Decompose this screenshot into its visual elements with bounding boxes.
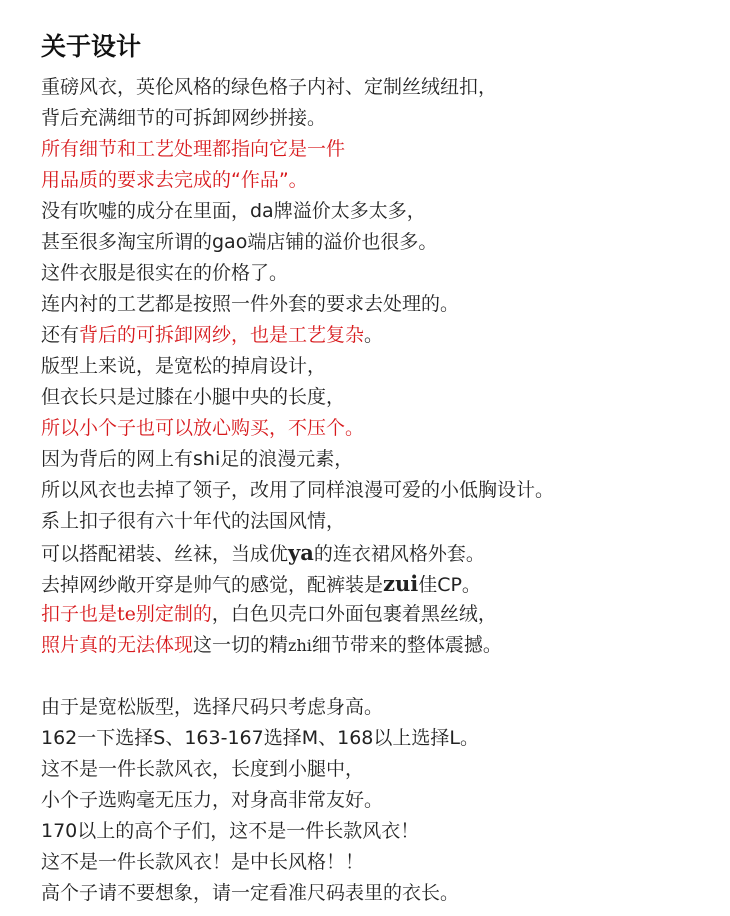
- text-line: 系上扣子很有六十年代的法国风情，: [41, 510, 346, 532]
- text-line: 版型上来说，是宽松的掉肩设计，: [41, 355, 327, 377]
- text-line: 重磅风衣，英伦风格的绿色格子内衬、定制丝绒纽扣，: [41, 76, 498, 98]
- text-line: 170以上的高个子们，这不是一件长款风衣！: [41, 820, 420, 842]
- text-line: 高个子请不要想象，请一定看准尺码表里的衣长。: [41, 882, 460, 904]
- design-description: [41, 30, 720, 909]
- text-line: 甚至很多淘宝所谓的gao端店铺的溢价也很多。: [41, 231, 438, 253]
- text-segment: ，白色贝壳口外面包裹着黑丝绒，: [211, 603, 497, 625]
- text-line: [41, 320, 720, 351]
- highlight-line: 所有细节和工艺处理都指向它是一件: [41, 138, 346, 160]
- section-title: 关于设计: [41, 32, 142, 61]
- paragraph-gap: [41, 661, 720, 692]
- text-segment: 佳CP。: [418, 574, 481, 596]
- text-line: [41, 568, 720, 599]
- highlight-line: 用品质的要求去完成的“作品”。: [41, 169, 308, 191]
- text-segment: 去掉网纱敞开穿是帅气的感觉，配裤装是: [41, 574, 384, 596]
- highlight-segment: 别定制的: [135, 603, 212, 625]
- text-line: 这不是一件长款风衣，长度到小腿中，: [41, 758, 365, 780]
- serif-segment: ya: [288, 540, 314, 565]
- text-line: [41, 537, 720, 568]
- highlight-line: 所以小个子也可以放心购买，不压个。: [41, 417, 365, 439]
- serif-segment: zhi: [288, 636, 312, 655]
- text-line: 没有吹嘘的成分在里面，da牌溢价太多太多，: [41, 200, 426, 222]
- text-line: 162一下选择S、163-167选择M、168以上选择L。: [41, 727, 479, 749]
- text-segment: 这一切的精: [193, 634, 289, 656]
- text-line: 这件衣服是很实在的价格了。: [41, 262, 289, 284]
- text-line: 小个子选购毫无压力，对身高非常友好。: [41, 789, 384, 811]
- text-line: 但衣长只是过膝在小腿中央的长度，: [41, 386, 346, 408]
- highlight-segment: 照片真的无法体现: [41, 634, 194, 656]
- highlight-serif-segment: te: [117, 603, 136, 625]
- text-line: 连内衬的工艺都是按照一件外套的要求去处理的。: [41, 293, 460, 315]
- text-line: 背后充满细节的可拆卸网纱拼接。: [41, 107, 327, 129]
- text-line: 因为背后的网上有shi足的浪漫元素，: [41, 448, 354, 470]
- text-segment: 的连衣裙风格外套。: [313, 543, 485, 565]
- text-segment: 还有: [41, 324, 80, 346]
- text-line: 这不是一件长款风衣！是中长风格！！: [41, 851, 365, 873]
- text-segment: 细节带来的整体震撼。: [311, 634, 502, 656]
- text-line: [41, 599, 720, 630]
- highlight-segment: 背后的可拆卸网纱，也是工艺复杂: [79, 324, 365, 346]
- text-segment: 。: [364, 324, 384, 346]
- serif-segment: zui: [383, 571, 419, 596]
- text-line: 所以风衣也去掉了领子，改用了同样浪漫可爱的小低胸设计。: [41, 479, 555, 501]
- text-line: 由于是宽松版型，选择尺码只考虑身高。: [41, 696, 384, 718]
- highlight-segment: 扣子也是: [41, 603, 118, 625]
- text-line: [41, 630, 720, 661]
- text-segment: 可以搭配裙装、丝袜，当成优: [41, 543, 289, 565]
